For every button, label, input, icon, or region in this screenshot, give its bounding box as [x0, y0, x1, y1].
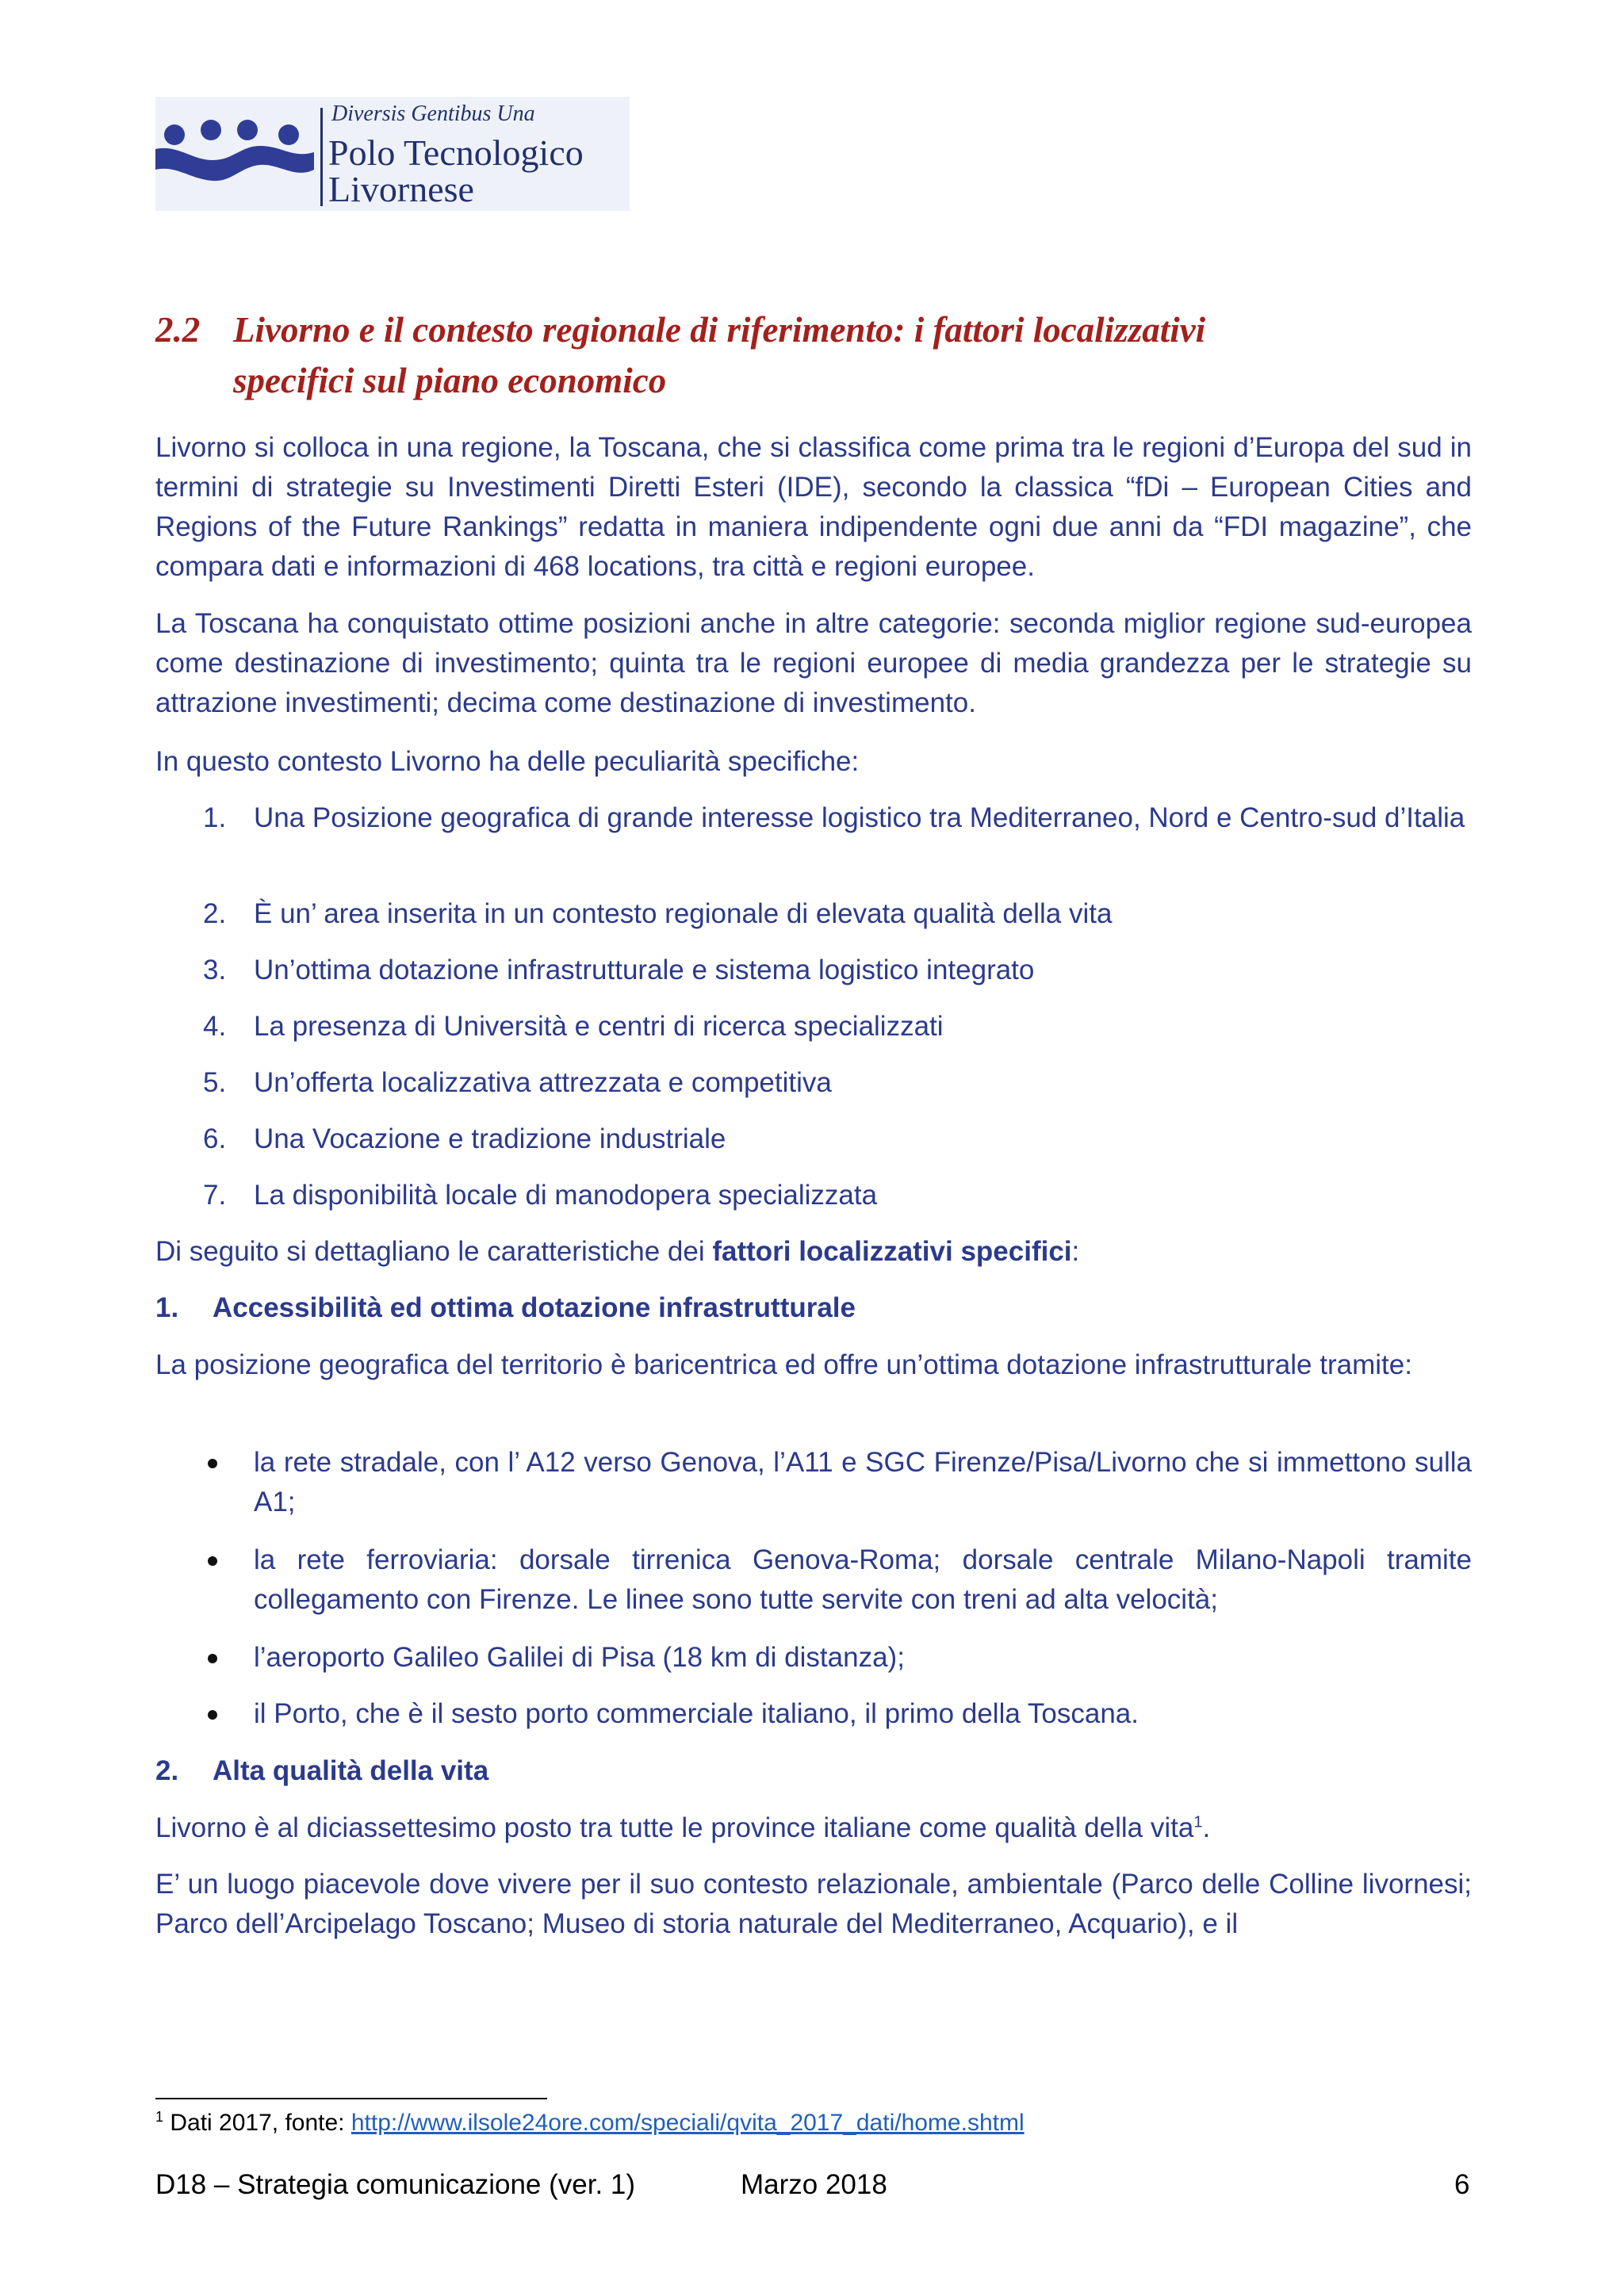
list-number: 1.: [203, 802, 227, 833]
footnote-link[interactable]: http://www.ilsole24ore.com/speciali/qvita_2017_dati/home.shtml: [350, 2110, 1025, 2136]
bullet-icon: [208, 1556, 217, 1566]
logo-name-line1: Polo Tecnologico: [328, 132, 584, 173]
subheading-text: Alta qualità della vita: [213, 1755, 489, 1786]
list-number: 2.: [203, 898, 227, 929]
section-title-line1: Livorno e il contesto regionale di riferimento: i fattori localizzativi: [233, 310, 1206, 350]
list-item-text: Un’offerta localizzativa attrezzata e competitiva: [254, 1067, 832, 1098]
subheading: [155, 1751, 1472, 1791]
paragraph: [155, 1232, 1472, 1272]
list-item: [203, 1119, 1472, 1159]
paragraph: E’ un luogo piacevole dove vivere per il suo contesto relazionale, ambientale (Parco delle Colline livornesi; Parco dell’Arcipelago Toscano; Museo di storia naturale del Mediterraneo, Acquario), e il: [155, 1869, 1472, 1939]
bullet-icon: [208, 1654, 217, 1663]
bullet-item: [203, 1638, 1472, 1678]
bullet-item: [203, 1443, 1472, 1522]
list-item-text: La presenza di Università e centri di ricerca specializzati: [254, 1011, 944, 1042]
footnote-text: Dati 2017, fonte:: [163, 2110, 351, 2136]
footnote: [155, 2109, 1025, 2137]
subheading-text: Accessibilità ed ottima dotazione infrastrutturale: [213, 1292, 856, 1323]
subheading-number: 1.: [155, 1292, 179, 1323]
paragraph: La posizione geografica del territorio è baricentrica ed offre un’ottima dotazione infrastrutturale tramite:: [155, 1349, 1412, 1380]
bullet-text: l’aeroporto Galileo Galilei di Pisa (18 km di distanza);: [254, 1642, 905, 1673]
footer-page-number: 6: [1454, 2169, 1470, 2200]
paragraph-text: Livorno è al diciassettesimo posto tra tutte le province italiane come qualità della vita: [155, 1812, 1194, 1843]
section-number: 2.2: [155, 310, 201, 350]
paragraph-text: Di seguito si dettagliano le caratteristiche dei: [155, 1236, 713, 1267]
subheading-number: 2.: [155, 1755, 179, 1786]
bullet-item: [203, 1540, 1472, 1620]
list-item: [203, 798, 1472, 838]
waves-logo-icon: [155, 97, 330, 211]
list-number: 5.: [203, 1067, 227, 1098]
logo-name-line2: Livornese: [328, 169, 474, 209]
footer-document-title: D18 – Strategia comunicazione (ver. 1): [155, 2169, 636, 2200]
list-item-text: Una Vocazione e tradizione industriale: [254, 1123, 726, 1154]
paragraph: In questo contesto Livorno ha delle peculiarità specifiche:: [155, 746, 860, 777]
bullet-text: la rete stradale, con l’ A12 verso Genova, l’A11 e SGC Firenze/Pisa/Livorno che si immettono sulla A1;: [254, 1447, 1472, 1517]
bullet-icon: [208, 1459, 217, 1468]
paragraph: La Toscana ha conquistato ottime posizioni anche in altre categorie: seconda miglior regione sud-europea come destinazione di investimento; quinta tra le regioni europee di media grandezza per le strategie su attrazione investimenti; decima come destinazione di investimento.: [155, 608, 1472, 718]
polo-tecnologico-logo: [155, 97, 630, 211]
section-title-line2: specifici sul piano economico: [233, 361, 667, 400]
list-number: 7.: [203, 1180, 227, 1211]
list-item-text: Un’ottima dotazione infrastrutturale e sistema logistico integrato: [254, 955, 1035, 985]
paragraph-text: .: [1202, 1812, 1211, 1843]
bullet-text: la rete ferroviaria: dorsale tirrenica Genova-Roma; dorsale centrale Milano-Napoli tramite collegamento con Firenze. Le linee sono tutte servite con treni ad alta velocità;: [254, 1544, 1472, 1615]
footer-date: Marzo 2018: [741, 2169, 887, 2200]
bullet-text: il Porto, che è il sesto porto commerciale italiano, il primo della Toscana.: [254, 1698, 1139, 1729]
logo-motto: Diversis Gentibus Una: [331, 101, 535, 126]
list-item-text: Una Posizione geografica di grande interesse logistico tra Mediterraneo, Nord e Centro-sud d’Italia: [254, 802, 1465, 833]
section-heading: [155, 304, 1472, 406]
footnote-mark: 1: [155, 2109, 164, 2125]
list-number: 4.: [203, 1011, 227, 1042]
list-item: [203, 1063, 1472, 1103]
bullet-item: [203, 1694, 1472, 1734]
list-item: [203, 951, 1472, 990]
list-item-text: È un’ area inserita in un contesto regionale di elevata qualità della vita: [254, 898, 1113, 929]
footnote-reference[interactable]: 1: [1193, 1813, 1203, 1831]
subheading: [155, 1288, 1472, 1328]
list-number: 3.: [203, 955, 227, 985]
paragraph-bold-text: fattori localizzativi specifici: [712, 1236, 1072, 1267]
list-item: [203, 894, 1472, 934]
paragraph-text: :: [1071, 1236, 1080, 1267]
list-item-text: La disponibilità locale di manodopera specializzata: [254, 1180, 878, 1211]
list-item: [203, 1176, 1472, 1215]
list-number: 6.: [203, 1123, 227, 1154]
paragraph: Livorno si colloca in una regione, la Toscana, che si classifica come prima tra le regioni d’Europa del sud in termini di strategie su Investimenti Diretti Esteri (IDE), secondo la classica “fDi – European Cities and Regions of the Future Rankings” redatta in maniera indipendente ogni due anni da “FDI magazine”, che compara dati e informazioni di 468 locations, tra città e regioni europee.: [155, 432, 1472, 582]
list-item: [203, 1007, 1472, 1047]
footnote-separator: [155, 2098, 547, 2099]
bullet-icon: [208, 1710, 217, 1720]
paragraph: [155, 1808, 1472, 1848]
